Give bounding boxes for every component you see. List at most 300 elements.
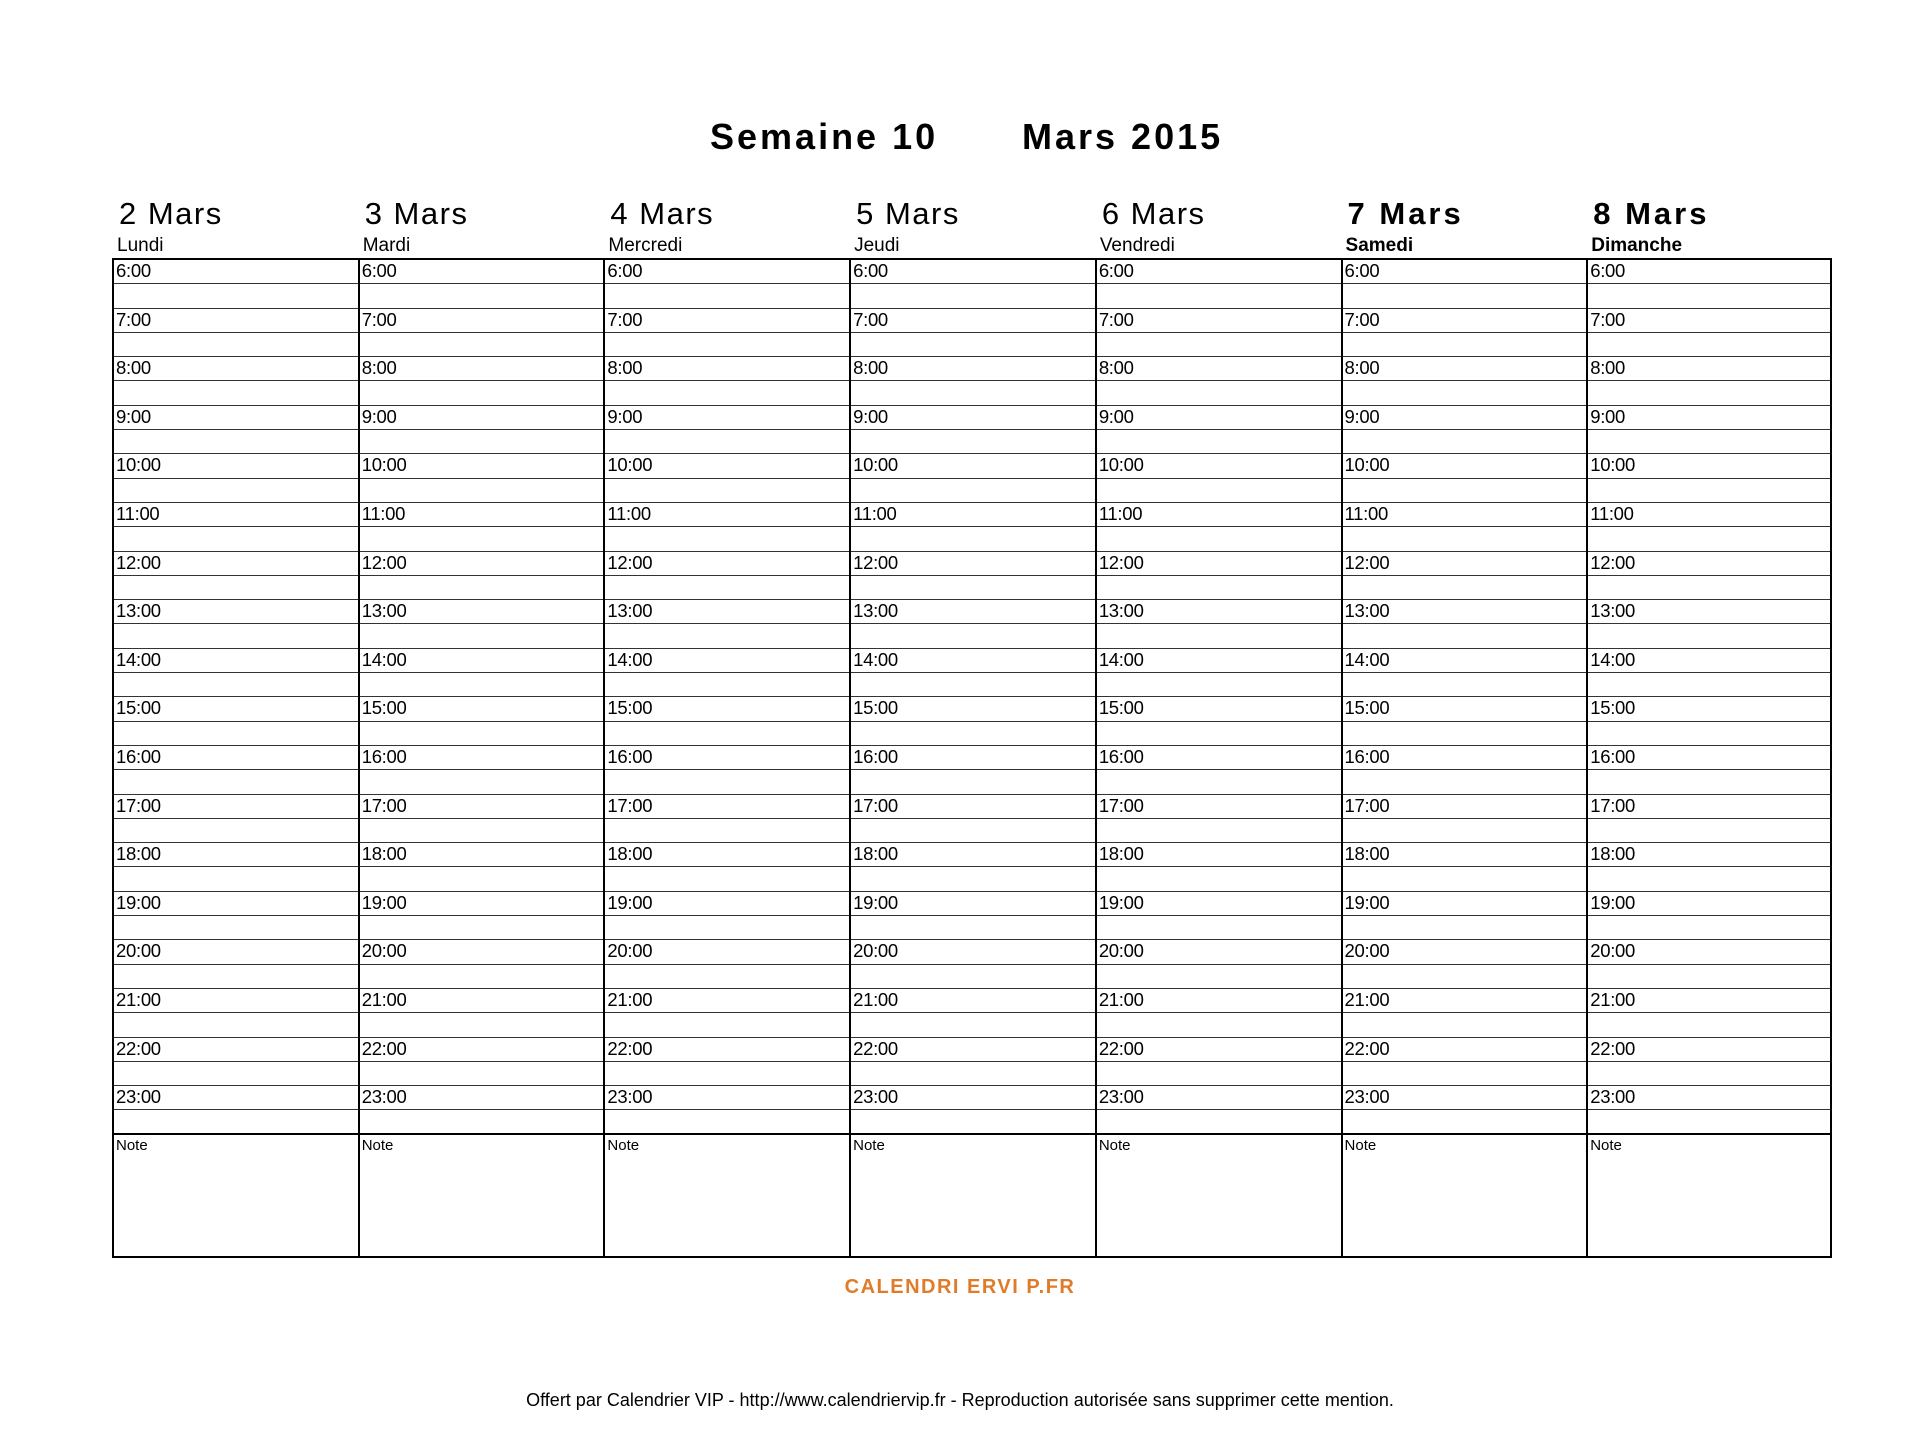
time-slot[interactable]	[360, 940, 604, 964]
time-slot[interactable]	[1343, 406, 1587, 430]
half-hour-slot[interactable]	[851, 284, 1095, 308]
half-hour-slot[interactable]	[1343, 624, 1587, 648]
time-slot[interactable]	[1588, 697, 1830, 721]
half-hour-slot[interactable]	[360, 1110, 604, 1134]
half-hour-slot[interactable]	[1343, 284, 1587, 308]
note-area[interactable]	[360, 1135, 604, 1249]
time-slot[interactable]	[114, 649, 358, 673]
hour-label: 19:00	[1590, 891, 1636, 913]
half-hour-slot[interactable]	[1097, 916, 1341, 940]
half-hour-slot[interactable]	[1097, 284, 1341, 308]
time-slot[interactable]	[360, 600, 604, 624]
half-hour-slot[interactable]	[851, 624, 1095, 648]
half-hour-slot[interactable]	[1588, 770, 1830, 794]
time-slot[interactable]	[605, 1038, 849, 1062]
half-hour-slot[interactable]	[851, 673, 1095, 697]
half-hour-slot[interactable]	[605, 333, 849, 357]
time-slot[interactable]	[114, 600, 358, 624]
half-hour-slot[interactable]	[1343, 770, 1587, 794]
half-hour-slot[interactable]	[360, 673, 604, 697]
half-hour-slot[interactable]	[360, 1062, 604, 1086]
time-slot[interactable]	[360, 309, 604, 333]
time-slot[interactable]	[1343, 795, 1587, 819]
time-slot[interactable]	[1343, 843, 1587, 867]
half-hour-slot[interactable]	[1588, 673, 1830, 697]
half-hour-slot[interactable]	[1343, 1110, 1587, 1134]
time-slot[interactable]	[1097, 1086, 1341, 1110]
time-slot[interactable]	[605, 989, 849, 1013]
time-slot[interactable]	[114, 406, 358, 430]
time-slot[interactable]	[605, 309, 849, 333]
half-hour-slot[interactable]	[360, 576, 604, 600]
half-hour-slot[interactable]	[1097, 479, 1341, 503]
time-slot[interactable]	[1343, 552, 1587, 576]
note-area[interactable]	[114, 1135, 358, 1249]
hour-label: 14:00	[853, 648, 898, 670]
half-hour-slot[interactable]	[1588, 333, 1830, 357]
half-hour-slot[interactable]	[1343, 965, 1587, 989]
time-slot[interactable]	[1343, 503, 1587, 527]
day-date: 7 Mars	[1347, 196, 1464, 231]
time-slot[interactable]	[851, 309, 1095, 333]
time-slot[interactable]	[1588, 406, 1830, 430]
time-slot[interactable]	[360, 260, 604, 284]
time-slot[interactable]	[1588, 552, 1830, 576]
half-hour-slot[interactable]	[851, 576, 1095, 600]
half-hour-slot[interactable]	[114, 965, 358, 989]
half-hour-slot[interactable]	[1343, 819, 1587, 843]
time-slot[interactable]	[1343, 357, 1587, 381]
time-slot[interactable]	[1343, 600, 1587, 624]
half-hour-slot[interactable]	[1588, 867, 1830, 891]
time-slot[interactable]	[1097, 357, 1341, 381]
half-hour-slot[interactable]	[1097, 965, 1341, 989]
time-slot[interactable]	[851, 1086, 1095, 1110]
half-hour-slot[interactable]	[1097, 576, 1341, 600]
time-slot[interactable]	[1588, 940, 1830, 964]
half-hour-slot[interactable]	[605, 916, 849, 940]
time-slot[interactable]	[114, 1038, 358, 1062]
half-hour-slot[interactable]	[114, 916, 358, 940]
time-slot[interactable]	[851, 552, 1095, 576]
half-hour-slot[interactable]	[605, 381, 849, 405]
time-slot[interactable]	[114, 552, 358, 576]
half-hour-slot[interactable]	[605, 624, 849, 648]
half-hour-slot[interactable]	[1588, 965, 1830, 989]
half-hour-slot[interactable]	[1097, 722, 1341, 746]
half-hour-slot[interactable]	[851, 722, 1095, 746]
time-slot[interactable]	[1588, 989, 1830, 1013]
time-slot[interactable]	[1343, 1086, 1587, 1110]
time-slot[interactable]	[1097, 795, 1341, 819]
time-slot[interactable]	[360, 454, 604, 478]
day-header	[1586, 196, 1832, 258]
hour-label: 14:00	[116, 648, 161, 670]
half-hour-slot[interactable]	[1588, 1062, 1830, 1086]
half-hour-slot[interactable]	[1588, 576, 1830, 600]
hour-label: 18:00	[361, 843, 407, 865]
half-hour-slot[interactable]	[1588, 381, 1830, 405]
time-slot[interactable]	[360, 649, 604, 673]
time-slot[interactable]	[1588, 1086, 1830, 1110]
time-slot[interactable]	[1097, 552, 1341, 576]
half-hour-slot[interactable]	[851, 965, 1095, 989]
half-hour-slot[interactable]	[1343, 527, 1587, 551]
time-slot[interactable]	[605, 600, 849, 624]
half-hour-slot[interactable]	[605, 1110, 849, 1134]
time-slot[interactable]	[1588, 746, 1830, 770]
time-slot[interactable]	[360, 1038, 604, 1062]
time-slot[interactable]	[114, 357, 358, 381]
half-hour-slot[interactable]	[1588, 284, 1830, 308]
time-slot[interactable]	[605, 503, 849, 527]
half-hour-slot[interactable]	[1343, 1062, 1587, 1086]
half-hour-slot[interactable]	[114, 381, 358, 405]
time-slot[interactable]	[1343, 697, 1587, 721]
half-hour-slot[interactable]	[1097, 1110, 1341, 1134]
half-hour-slot[interactable]	[114, 527, 358, 551]
half-hour-slot[interactable]	[1588, 624, 1830, 648]
half-hour-slot[interactable]	[605, 867, 849, 891]
half-hour-slot[interactable]	[114, 576, 358, 600]
half-hour-slot[interactable]	[114, 1013, 358, 1037]
half-hour-slot[interactable]	[360, 284, 604, 308]
half-hour-slot[interactable]	[114, 1110, 358, 1134]
note-area[interactable]	[1097, 1135, 1341, 1249]
half-hour-slot[interactable]	[1343, 333, 1587, 357]
time-slot[interactable]	[360, 552, 604, 576]
time-slot[interactable]	[1588, 309, 1830, 333]
half-hour-slot[interactable]	[1343, 673, 1587, 697]
half-hour-slot[interactable]	[1097, 333, 1341, 357]
note-area[interactable]	[605, 1135, 849, 1249]
hour-label: 22:00	[607, 1037, 653, 1059]
time-slot[interactable]	[114, 309, 358, 333]
time-slot[interactable]	[605, 406, 849, 430]
time-slot[interactable]	[605, 795, 849, 819]
note-label: Note	[1344, 1136, 1377, 1154]
half-hour-slot[interactable]	[360, 819, 604, 843]
time-slot[interactable]	[1097, 746, 1341, 770]
half-hour-slot[interactable]	[605, 819, 849, 843]
time-slot[interactable]	[360, 892, 604, 916]
time-slot[interactable]	[851, 260, 1095, 284]
half-hour-slot[interactable]	[851, 479, 1095, 503]
half-hour-slot[interactable]	[851, 381, 1095, 405]
half-hour-slot[interactable]	[1343, 916, 1587, 940]
half-hour-slot[interactable]	[851, 867, 1095, 891]
time-slot[interactable]	[1097, 697, 1341, 721]
hour-label: 10:00	[116, 454, 161, 476]
time-slot[interactable]	[114, 503, 358, 527]
time-slot[interactable]	[851, 649, 1095, 673]
half-hour-slot[interactable]	[851, 333, 1095, 357]
time-slot[interactable]	[114, 697, 358, 721]
half-hour-slot[interactable]	[1343, 576, 1587, 600]
half-hour-slot[interactable]	[360, 333, 604, 357]
time-slot[interactable]	[360, 795, 604, 819]
note-label: Note	[607, 1136, 640, 1154]
half-hour-slot[interactable]	[1588, 1110, 1830, 1134]
time-slot[interactable]	[851, 892, 1095, 916]
time-slot[interactable]	[1588, 600, 1830, 624]
half-hour-slot[interactable]	[114, 284, 358, 308]
half-hour-slot[interactable]	[851, 527, 1095, 551]
time-slot[interactable]	[1097, 1038, 1341, 1062]
time-slot[interactable]	[114, 795, 358, 819]
note-area[interactable]	[1588, 1135, 1830, 1249]
half-hour-slot[interactable]	[360, 381, 604, 405]
half-hour-slot[interactable]	[360, 527, 604, 551]
half-hour-slot[interactable]	[114, 673, 358, 697]
time-slot[interactable]	[1588, 649, 1830, 673]
time-slot[interactable]	[605, 746, 849, 770]
time-slot[interactable]	[605, 649, 849, 673]
half-hour-slot[interactable]	[605, 770, 849, 794]
hour-label: 18:00	[607, 843, 653, 865]
half-hour-slot[interactable]	[114, 333, 358, 357]
time-slot[interactable]	[1343, 746, 1587, 770]
half-hour-slot[interactable]	[114, 479, 358, 503]
time-slot[interactable]	[605, 357, 849, 381]
half-hour-slot[interactable]	[605, 673, 849, 697]
time-slot[interactable]	[851, 989, 1095, 1013]
time-slot[interactable]	[851, 454, 1095, 478]
day-date: 6 Mars	[1101, 196, 1206, 231]
half-hour-slot[interactable]	[1097, 527, 1341, 551]
half-hour-slot[interactable]	[1588, 479, 1830, 503]
time-slot[interactable]	[1097, 260, 1341, 284]
week-calendar-grid	[112, 196, 1832, 1258]
hour-label: 13:00	[1344, 600, 1390, 622]
time-slot[interactable]	[851, 600, 1095, 624]
time-slot[interactable]	[851, 503, 1095, 527]
note-label: Note	[1590, 1136, 1622, 1154]
half-hour-slot[interactable]	[1097, 770, 1341, 794]
half-hour-slot[interactable]	[605, 965, 849, 989]
time-slot[interactable]	[1343, 940, 1587, 964]
day-name: Mardi	[362, 235, 411, 256]
half-hour-slot[interactable]	[605, 576, 849, 600]
time-slot[interactable]	[605, 843, 849, 867]
hour-label: 8:00	[1098, 357, 1134, 379]
time-slot[interactable]	[360, 1086, 604, 1110]
half-hour-slot[interactable]	[114, 770, 358, 794]
time-slot[interactable]	[114, 989, 358, 1013]
time-slot[interactable]	[851, 406, 1095, 430]
half-hour-slot[interactable]	[605, 284, 849, 308]
time-slot[interactable]	[605, 892, 849, 916]
time-slot[interactable]	[360, 697, 604, 721]
time-slot[interactable]	[1588, 892, 1830, 916]
time-slot[interactable]	[360, 357, 604, 381]
half-hour-slot[interactable]	[360, 722, 604, 746]
hour-label: 15:00	[116, 697, 161, 719]
half-hour-slot[interactable]	[360, 965, 604, 989]
time-slot[interactable]	[114, 260, 358, 284]
hour-label: 15:00	[1098, 697, 1144, 719]
half-hour-slot[interactable]	[360, 479, 604, 503]
time-slot[interactable]	[605, 552, 849, 576]
time-slot[interactable]	[360, 843, 604, 867]
half-hour-slot[interactable]	[1343, 479, 1587, 503]
day-column	[1586, 196, 1832, 1258]
time-slot[interactable]	[1588, 357, 1830, 381]
time-slot[interactable]	[1588, 454, 1830, 478]
brand-label: CALENDRI ERVI P.FR	[844, 1276, 1076, 1298]
half-hour-slot[interactable]	[360, 867, 604, 891]
half-hour-slot[interactable]	[114, 819, 358, 843]
hour-label: 7:00	[1098, 308, 1134, 330]
time-slot[interactable]	[1588, 795, 1830, 819]
day-name: Dimanche	[1591, 235, 1683, 256]
time-slot[interactable]	[1097, 503, 1341, 527]
time-slot[interactable]	[1588, 1038, 1830, 1062]
day-column	[1095, 196, 1341, 1258]
half-hour-slot[interactable]	[605, 1013, 849, 1037]
time-slot[interactable]	[1097, 940, 1341, 964]
half-hour-slot[interactable]	[1097, 819, 1341, 843]
half-hour-slot[interactable]	[1097, 430, 1341, 454]
half-hour-slot[interactable]	[1588, 819, 1830, 843]
time-slot[interactable]	[851, 1038, 1095, 1062]
half-hour-slot[interactable]	[360, 430, 604, 454]
time-slot[interactable]	[114, 746, 358, 770]
time-slot[interactable]	[1343, 454, 1587, 478]
half-hour-slot[interactable]	[1343, 1013, 1587, 1037]
time-slot[interactable]	[851, 795, 1095, 819]
time-slot[interactable]	[1343, 260, 1587, 284]
time-slot[interactable]	[1588, 843, 1830, 867]
time-slot[interactable]	[1097, 843, 1341, 867]
half-hour-slot[interactable]	[114, 430, 358, 454]
time-slot[interactable]	[851, 746, 1095, 770]
hour-label: 19:00	[1098, 891, 1144, 913]
hour-label: 17:00	[607, 794, 653, 816]
hour-label: 18:00	[853, 843, 898, 865]
half-hour-slot[interactable]	[605, 479, 849, 503]
time-slot[interactable]	[605, 697, 849, 721]
half-hour-slot[interactable]	[114, 624, 358, 648]
footer-text: Offert par Calendrier VIP - http://www.calendriervip.fr - Reproduction autorisée sans supprimer cette mention.	[526, 1390, 1394, 1410]
time-slot[interactable]	[1097, 649, 1341, 673]
half-hour-slot[interactable]	[851, 1013, 1095, 1037]
hour-label: 9:00	[1344, 405, 1380, 427]
time-slot[interactable]	[360, 989, 604, 1013]
time-slot[interactable]	[114, 892, 358, 916]
half-hour-slot[interactable]	[1588, 430, 1830, 454]
time-slot[interactable]	[114, 454, 358, 478]
half-hour-slot[interactable]	[1097, 673, 1341, 697]
time-slot[interactable]	[851, 940, 1095, 964]
half-hour-slot[interactable]	[1343, 430, 1587, 454]
half-hour-slot[interactable]	[360, 770, 604, 794]
day-header	[358, 196, 604, 258]
time-slot[interactable]	[605, 454, 849, 478]
half-hour-slot[interactable]	[114, 867, 358, 891]
half-hour-slot[interactable]	[851, 770, 1095, 794]
time-slot[interactable]	[1097, 406, 1341, 430]
hour-label: 11:00	[1590, 502, 1634, 524]
hour-label: 15:00	[1590, 697, 1636, 719]
time-slot[interactable]	[605, 260, 849, 284]
time-slot[interactable]	[1343, 1038, 1587, 1062]
time-slot[interactable]	[605, 940, 849, 964]
hour-label: 13:00	[853, 600, 898, 622]
half-hour-slot[interactable]	[1588, 722, 1830, 746]
time-slot[interactable]	[1343, 309, 1587, 333]
half-hour-slot[interactable]	[1588, 527, 1830, 551]
time-slot[interactable]	[360, 746, 604, 770]
hour-label: 8:00	[1344, 357, 1380, 379]
half-hour-slot[interactable]	[114, 722, 358, 746]
half-hour-slot[interactable]	[851, 819, 1095, 843]
half-hour-slot[interactable]	[1343, 722, 1587, 746]
hour-label: 15:00	[361, 697, 407, 719]
time-slot[interactable]	[1097, 454, 1341, 478]
half-hour-slot[interactable]	[1097, 381, 1341, 405]
half-hour-slot[interactable]	[360, 916, 604, 940]
half-hour-slot[interactable]	[1588, 916, 1830, 940]
half-hour-slot[interactable]	[1343, 867, 1587, 891]
time-slot[interactable]	[1343, 989, 1587, 1013]
time-slot[interactable]	[1097, 892, 1341, 916]
time-slot[interactable]	[360, 503, 604, 527]
time-slot[interactable]	[1588, 260, 1830, 284]
hour-label: 15:00	[607, 697, 653, 719]
time-slot[interactable]	[360, 406, 604, 430]
note-area[interactable]	[1343, 1135, 1587, 1249]
note-label: Note	[1098, 1136, 1131, 1154]
half-hour-slot[interactable]	[605, 527, 849, 551]
hour-label: 10:00	[1098, 454, 1144, 476]
half-hour-slot[interactable]	[605, 430, 849, 454]
half-hour-slot[interactable]	[360, 624, 604, 648]
half-hour-slot[interactable]	[1097, 867, 1341, 891]
half-hour-slot[interactable]	[1343, 381, 1587, 405]
half-hour-slot[interactable]	[851, 1110, 1095, 1134]
hour-label: 13:00	[607, 600, 653, 622]
time-slot[interactable]	[605, 1086, 849, 1110]
day-date: 2 Mars	[119, 196, 223, 231]
half-hour-slot[interactable]	[1097, 624, 1341, 648]
time-slot[interactable]	[114, 843, 358, 867]
time-slot[interactable]	[1588, 503, 1830, 527]
time-slot[interactable]	[1343, 649, 1587, 673]
time-slot[interactable]	[1343, 892, 1587, 916]
half-hour-slot[interactable]	[605, 722, 849, 746]
time-slot[interactable]	[851, 357, 1095, 381]
half-hour-slot[interactable]	[1588, 1013, 1830, 1037]
half-hour-slot[interactable]	[1097, 1013, 1341, 1037]
time-slot[interactable]	[1097, 309, 1341, 333]
time-slot[interactable]	[1097, 989, 1341, 1013]
time-slot[interactable]	[114, 940, 358, 964]
half-hour-slot[interactable]	[851, 1062, 1095, 1086]
half-hour-slot[interactable]	[851, 916, 1095, 940]
half-hour-slot[interactable]	[1097, 1062, 1341, 1086]
hour-label: 21:00	[1098, 988, 1144, 1010]
half-hour-slot[interactable]	[851, 430, 1095, 454]
time-slot[interactable]	[114, 1086, 358, 1110]
note-area[interactable]	[851, 1135, 1095, 1249]
half-hour-slot[interactable]	[360, 1013, 604, 1037]
half-hour-slot[interactable]	[114, 1062, 358, 1086]
half-hour-slot[interactable]	[605, 1062, 849, 1086]
time-slot[interactable]	[851, 697, 1095, 721]
time-slot[interactable]	[851, 843, 1095, 867]
time-slot[interactable]	[1097, 600, 1341, 624]
